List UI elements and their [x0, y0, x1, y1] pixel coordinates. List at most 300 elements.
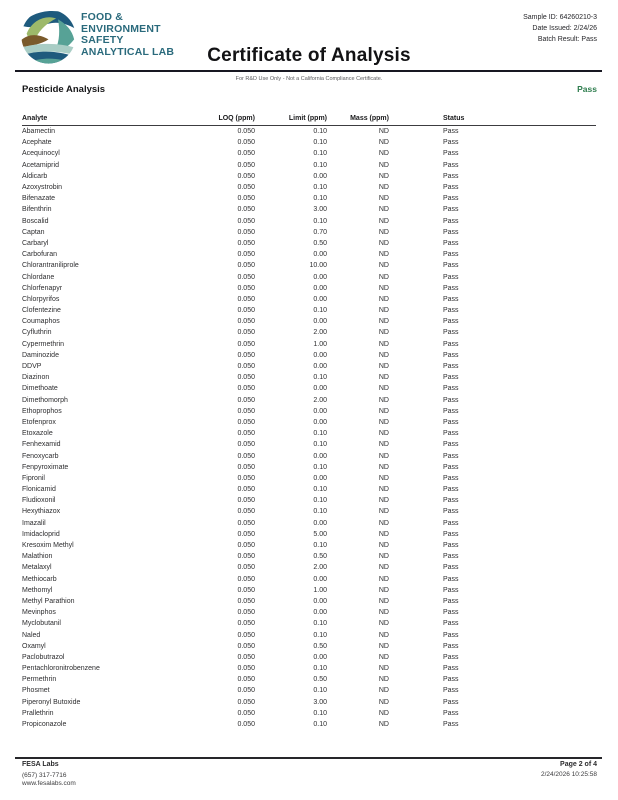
- mass-value: ND: [378, 542, 389, 550]
- table-row: [22, 506, 596, 517]
- analyte-name: Dimethomorph: [22, 396, 68, 404]
- loq-value: 0.050: [237, 139, 255, 147]
- mass-value: ND: [378, 519, 389, 527]
- status-value: Pass: [443, 228, 459, 236]
- analyte-name: Boscalid: [22, 217, 49, 225]
- limit-value: 3.00: [313, 698, 327, 706]
- analyte-name: Propiconazole: [22, 721, 67, 729]
- limit-value: 0.10: [313, 497, 327, 505]
- section-status-badge: Pass: [577, 84, 597, 94]
- limit-value: 0.10: [313, 709, 327, 717]
- analyte-name: Piperonyl Butoxide: [22, 698, 81, 706]
- limit-value: 0.00: [313, 597, 327, 605]
- limit-value: 0.00: [313, 251, 327, 259]
- table-row: [22, 193, 596, 204]
- loq-value: 0.050: [237, 161, 255, 169]
- mass-value: ND: [378, 609, 389, 617]
- limit-value: 0.10: [313, 721, 327, 729]
- loq-value: 0.050: [237, 430, 255, 438]
- footer-divider: [15, 757, 602, 759]
- table-row: [22, 417, 596, 428]
- status-value: Pass: [443, 709, 459, 717]
- table-row: [22, 395, 596, 406]
- table-row: [22, 462, 596, 473]
- table-row: [22, 663, 596, 674]
- mass-value: ND: [378, 508, 389, 516]
- limit-value: 0.10: [313, 508, 327, 516]
- mass-value: ND: [378, 407, 389, 415]
- limit-value: 0.00: [313, 318, 327, 326]
- column-header-status: Status: [392, 109, 596, 126]
- limit-value: 0.10: [313, 620, 327, 628]
- footer-phone: (657) 317-7716: [22, 772, 67, 779]
- limit-value: 0.50: [313, 553, 327, 561]
- mass-value: ND: [378, 676, 389, 684]
- date-issued: Date Issued: 2/24/26: [532, 25, 597, 32]
- status-value: Pass: [443, 407, 459, 415]
- table-row: [22, 596, 596, 607]
- mass-value: ND: [378, 172, 389, 180]
- mass-value: ND: [378, 184, 389, 192]
- loq-value: 0.050: [237, 363, 255, 371]
- status-value: Pass: [443, 553, 459, 561]
- limit-value: 0.10: [313, 486, 327, 494]
- loq-value: 0.050: [237, 340, 255, 348]
- status-value: Pass: [443, 385, 459, 393]
- mass-value: ND: [378, 441, 389, 449]
- mass-value: ND: [378, 474, 389, 482]
- loq-value: 0.050: [237, 642, 255, 650]
- status-value: Pass: [443, 698, 459, 706]
- table-row: [22, 316, 596, 327]
- loq-value: 0.050: [237, 150, 255, 158]
- mass-value: ND: [378, 721, 389, 729]
- status-value: Pass: [443, 631, 459, 639]
- analyte-name: Acequinocyl: [22, 150, 60, 158]
- analyte-name: Oxamyl: [22, 642, 46, 650]
- table-row: [22, 260, 596, 271]
- mass-value: ND: [378, 564, 389, 572]
- mass-value: ND: [378, 575, 389, 583]
- limit-value: 0.10: [313, 184, 327, 192]
- loq-value: 0.050: [237, 564, 255, 572]
- analyte-name: Pentachloronitrobenzene: [22, 665, 100, 673]
- status-value: Pass: [443, 295, 459, 303]
- status-value: Pass: [443, 139, 459, 147]
- analyte-name: Chlorpyrifos: [22, 295, 60, 303]
- status-value: Pass: [443, 721, 459, 729]
- analyte-name: Kresoxim Methyl: [22, 542, 74, 550]
- status-value: Pass: [443, 206, 459, 214]
- status-value: Pass: [443, 128, 459, 136]
- limit-value: 0.00: [313, 385, 327, 393]
- mass-value: ND: [378, 195, 389, 203]
- mass-value: ND: [378, 295, 389, 303]
- mass-value: ND: [378, 620, 389, 628]
- loq-value: 0.050: [237, 284, 255, 292]
- limit-value: 0.00: [313, 452, 327, 460]
- limit-value: 0.00: [313, 474, 327, 482]
- loq-value: 0.050: [237, 329, 255, 337]
- mass-value: ND: [378, 273, 389, 281]
- analyte-name: Naled: [22, 631, 41, 639]
- table-row: [22, 327, 596, 338]
- limit-value: 0.10: [313, 374, 327, 382]
- analyte-name: Metalaxyl: [22, 564, 52, 572]
- status-value: Pass: [443, 195, 459, 203]
- status-value: Pass: [443, 609, 459, 617]
- analyte-name: Phosmet: [22, 687, 50, 695]
- loq-value: 0.050: [237, 620, 255, 628]
- limit-value: 2.00: [313, 396, 327, 404]
- section-header: [22, 84, 597, 95]
- section-title: Pesticide Analysis: [22, 84, 106, 95]
- column-header-analyte: Analyte: [22, 109, 182, 126]
- analyte-name: Aldicarb: [22, 172, 48, 180]
- sample-meta: [523, 12, 597, 45]
- loq-value: 0.050: [237, 396, 255, 404]
- mass-value: ND: [378, 642, 389, 650]
- analyte-name: Permethrin: [22, 676, 57, 684]
- status-value: Pass: [443, 251, 459, 259]
- limit-value: 0.10: [313, 150, 327, 158]
- limit-value: 0.00: [313, 351, 327, 359]
- table-row: [22, 641, 596, 652]
- table-row: [22, 137, 596, 148]
- analyte-name: Methiocarb: [22, 575, 57, 583]
- table-row: [22, 406, 596, 417]
- analyte-name: Cyfluthrin: [22, 329, 52, 337]
- analyte-name: Prallethrin: [22, 709, 54, 717]
- column-header-mass: Mass (ppm): [327, 109, 392, 126]
- limit-value: 0.10: [313, 195, 327, 203]
- mass-value: ND: [378, 486, 389, 494]
- limit-value: 0.00: [313, 519, 327, 527]
- limit-value: 0.10: [313, 139, 327, 147]
- limit-value: 0.00: [313, 363, 327, 371]
- table-row: [22, 618, 596, 629]
- status-value: Pass: [443, 497, 459, 505]
- table-row: [22, 439, 596, 450]
- limit-value: 0.10: [313, 217, 327, 225]
- mass-value: ND: [378, 139, 389, 147]
- title-divider: [15, 70, 602, 72]
- mass-value: ND: [378, 586, 389, 594]
- analyte-name: Paclobutrazol: [22, 653, 65, 661]
- loq-value: 0.050: [237, 474, 255, 482]
- limit-value: 0.00: [313, 609, 327, 617]
- limit-value: 0.10: [313, 430, 327, 438]
- table-row: [22, 518, 596, 529]
- footer-contact: [22, 761, 76, 788]
- status-value: Pass: [443, 340, 459, 348]
- limit-value: 0.70: [313, 228, 327, 236]
- limit-value: 0.00: [313, 418, 327, 426]
- mass-value: ND: [378, 351, 389, 359]
- limit-value: 2.00: [313, 329, 327, 337]
- table-row: [22, 283, 596, 294]
- analyte-name: Mevinphos: [22, 609, 56, 617]
- mass-value: ND: [378, 206, 389, 214]
- analyte-name: Chlorfenapyr: [22, 284, 63, 292]
- status-value: Pass: [443, 441, 459, 449]
- status-value: Pass: [443, 463, 459, 471]
- column-header-limit: Limit (ppm): [255, 109, 327, 126]
- footer-company: FESA Labs: [22, 761, 59, 768]
- limit-value: 0.10: [313, 307, 327, 315]
- analyte-name: Hexythiazox: [22, 508, 61, 516]
- loq-value: 0.050: [237, 486, 255, 494]
- loq-value: 0.050: [237, 530, 255, 538]
- loq-value: 0.050: [237, 452, 255, 460]
- analyte-name: Dimethoate: [22, 385, 58, 393]
- analyte-name: Abamectin: [22, 128, 56, 136]
- analyte-name: Flonicamid: [22, 486, 56, 494]
- limit-value: 3.00: [313, 206, 327, 214]
- status-value: Pass: [443, 150, 459, 158]
- mass-value: ND: [378, 396, 389, 404]
- status-value: Pass: [443, 374, 459, 382]
- table-row: [22, 708, 596, 719]
- analyte-name: Bifenazate: [22, 195, 56, 203]
- loq-value: 0.050: [237, 575, 255, 583]
- lab-name-line: ANALYTICAL LAB: [81, 45, 175, 58]
- table-row: [22, 171, 596, 182]
- loq-value: 0.050: [237, 709, 255, 717]
- loq-value: 0.050: [237, 519, 255, 527]
- status-value: Pass: [443, 642, 459, 650]
- document-title: Certificate of Analysis: [207, 45, 411, 66]
- status-value: Pass: [443, 620, 459, 628]
- mass-value: ND: [378, 530, 389, 538]
- table-row: [22, 585, 596, 596]
- table-row: [22, 719, 596, 730]
- mass-value: ND: [378, 430, 389, 438]
- table-row: [22, 428, 596, 439]
- batch-result: Batch Result: Pass: [537, 36, 597, 43]
- mass-value: ND: [378, 374, 389, 382]
- status-value: Pass: [443, 486, 459, 494]
- mass-value: ND: [378, 161, 389, 169]
- table-row: [22, 473, 596, 484]
- loq-value: 0.050: [237, 418, 255, 426]
- table-row: [22, 574, 596, 585]
- loq-value: 0.050: [237, 195, 255, 203]
- analyte-name: Captan: [22, 228, 45, 236]
- footer-page-info: [541, 761, 597, 779]
- mass-value: ND: [378, 329, 389, 337]
- loq-value: 0.050: [237, 172, 255, 180]
- status-value: Pass: [443, 653, 459, 661]
- mass-value: ND: [378, 497, 389, 505]
- limit-value: 0.00: [313, 172, 327, 180]
- analyte-name: Diazinon: [22, 374, 50, 382]
- loq-value: 0.050: [237, 497, 255, 505]
- footer-website: www.fesalabs.com: [22, 780, 76, 787]
- limit-value: 0.00: [313, 407, 327, 415]
- limit-value: 1.00: [313, 586, 327, 594]
- status-value: Pass: [443, 597, 459, 605]
- limit-value: 0.00: [313, 575, 327, 583]
- status-value: Pass: [443, 418, 459, 426]
- mass-value: ND: [378, 553, 389, 561]
- status-value: Pass: [443, 687, 459, 695]
- mass-value: ND: [378, 631, 389, 639]
- status-value: Pass: [443, 474, 459, 482]
- loq-value: 0.050: [237, 318, 255, 326]
- status-value: Pass: [443, 452, 459, 460]
- status-value: Pass: [443, 575, 459, 583]
- analyte-name: Clofentezine: [22, 307, 61, 315]
- loq-value: 0.050: [237, 217, 255, 225]
- mass-value: ND: [378, 340, 389, 348]
- loq-value: 0.050: [237, 128, 255, 136]
- limit-value: 0.10: [313, 128, 327, 136]
- loq-value: 0.050: [237, 609, 255, 617]
- analyte-name: Fludioxonil: [22, 497, 56, 505]
- analyte-name: Fenhexamid: [22, 441, 61, 449]
- limit-value: 0.00: [313, 273, 327, 281]
- table-row: [22, 383, 596, 394]
- analyte-name: Carbaryl: [22, 239, 49, 247]
- status-value: Pass: [443, 676, 459, 684]
- disclaimer-text: For R&D Use Only - Not a California Compliance Certificate.: [235, 76, 383, 82]
- mass-value: ND: [378, 318, 389, 326]
- mass-value: ND: [378, 665, 389, 673]
- loq-value: 0.050: [237, 542, 255, 550]
- loq-value: 0.050: [237, 295, 255, 303]
- table-row: [22, 249, 596, 260]
- table-row: [22, 685, 596, 696]
- table-row: [22, 562, 596, 573]
- table-row: [22, 271, 596, 282]
- status-value: Pass: [443, 284, 459, 292]
- analyte-name: Fenpyroximate: [22, 463, 69, 471]
- table-row: [22, 372, 596, 383]
- loq-value: 0.050: [237, 307, 255, 315]
- loq-value: 0.050: [237, 586, 255, 594]
- loq-value: 0.050: [237, 228, 255, 236]
- status-value: Pass: [443, 542, 459, 550]
- limit-value: 0.10: [313, 463, 327, 471]
- status-value: Pass: [443, 430, 459, 438]
- loq-value: 0.050: [237, 631, 255, 639]
- analyte-name: Etoxazole: [22, 430, 53, 438]
- analyte-name: Methomyl: [22, 586, 53, 594]
- status-value: Pass: [443, 161, 459, 169]
- table-row: [22, 450, 596, 461]
- mass-value: ND: [378, 418, 389, 426]
- loq-value: 0.050: [237, 721, 255, 729]
- loq-value: 0.050: [237, 665, 255, 673]
- table-row: [22, 339, 596, 350]
- loq-value: 0.050: [237, 441, 255, 449]
- table-row: [22, 484, 596, 495]
- limit-value: 0.10: [313, 687, 327, 695]
- analyte-name: Chlorantraniliprole: [22, 262, 79, 270]
- mass-value: ND: [378, 385, 389, 393]
- status-value: Pass: [443, 665, 459, 673]
- table-row: [22, 227, 596, 238]
- table-header-row: [22, 109, 596, 126]
- loq-value: 0.050: [237, 508, 255, 516]
- analyte-name: Imidacloprid: [22, 530, 60, 538]
- table-row: [22, 529, 596, 540]
- status-value: Pass: [443, 318, 459, 326]
- analyte-name: Coumaphos: [22, 318, 60, 326]
- analyte-name: Ethoprophos: [22, 407, 62, 415]
- loq-value: 0.050: [237, 385, 255, 393]
- mass-value: ND: [378, 217, 389, 225]
- analyte-name: Etofenprox: [22, 418, 56, 426]
- status-value: Pass: [443, 363, 459, 371]
- table-row: [22, 674, 596, 685]
- status-value: Pass: [443, 307, 459, 315]
- table-row: [22, 607, 596, 618]
- status-value: Pass: [443, 396, 459, 404]
- analyte-name: Methyl Parathion: [22, 597, 75, 605]
- limit-value: 0.50: [313, 239, 327, 247]
- footer-timestamp: 2/24/2026 10:25:58: [540, 771, 597, 778]
- table-row: [22, 294, 596, 305]
- limit-value: 0.00: [313, 653, 327, 661]
- table-row: [22, 495, 596, 506]
- mass-value: ND: [378, 452, 389, 460]
- loq-value: 0.050: [237, 687, 255, 695]
- table-row: [22, 216, 596, 227]
- limit-value: 0.00: [313, 284, 327, 292]
- table-row: [22, 697, 596, 708]
- table-row: [22, 551, 596, 562]
- loq-value: 0.050: [237, 239, 255, 247]
- mass-value: ND: [378, 251, 389, 259]
- status-value: Pass: [443, 519, 459, 527]
- mass-value: ND: [378, 597, 389, 605]
- loq-value: 0.050: [237, 597, 255, 605]
- loq-value: 0.050: [237, 676, 255, 684]
- status-value: Pass: [443, 273, 459, 281]
- loq-value: 0.050: [237, 184, 255, 192]
- table-row: [22, 238, 596, 249]
- table-row: [22, 629, 596, 640]
- table-row: [22, 160, 596, 171]
- limit-value: 0.10: [313, 542, 327, 550]
- table-row: [22, 305, 596, 316]
- analyte-name: Malathion: [22, 553, 53, 561]
- mass-value: ND: [378, 307, 389, 315]
- table-row: [22, 361, 596, 372]
- column-header-loq: LOQ (ppm): [182, 109, 255, 126]
- table-row: [22, 540, 596, 551]
- status-value: Pass: [443, 239, 459, 247]
- analyte-table: [22, 109, 596, 730]
- status-value: Pass: [443, 508, 459, 516]
- loq-value: 0.050: [237, 407, 255, 415]
- mass-value: ND: [378, 228, 389, 236]
- status-value: Pass: [443, 329, 459, 337]
- table-row: [22, 652, 596, 663]
- analyte-name: Myclobutanil: [22, 620, 61, 628]
- loq-value: 0.050: [237, 251, 255, 259]
- limit-value: 2.00: [313, 564, 327, 572]
- limit-value: 0.00: [313, 295, 327, 303]
- analyte-name: Acephate: [22, 139, 52, 147]
- analyte-name: Daminozide: [22, 351, 59, 359]
- status-value: Pass: [443, 217, 459, 225]
- mass-value: ND: [378, 150, 389, 158]
- table-row: [22, 182, 596, 193]
- loq-value: 0.050: [237, 262, 255, 270]
